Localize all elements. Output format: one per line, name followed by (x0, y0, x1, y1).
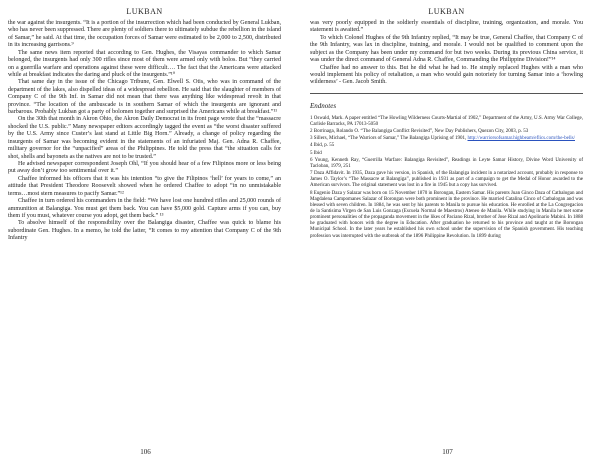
page-number: 106 (140, 448, 151, 456)
endnote-link[interactable]: http://warriorsofsamar.highbeam/eflics.com/the-bells/ (467, 136, 575, 142)
paragraph: He advised newspaper correspondent Joseph Ohl, “If you should hear of a few Filipinos more or less being put away don’t grow too sentimental over it.” (8, 161, 281, 175)
endnote-text: 3 Sillers, Michael, “The Warriors of Samar,” The Balangiga Uprising of 1901, (310, 136, 467, 142)
running-header: LUKBAN (428, 7, 465, 16)
endnote: 6 Young, Kenneth Ray, “Guerrilla Warfare: Balangiga Revisited”, Readings in Leyte Samar History, Divine Word University of Tacloban, 1979, 251 (310, 157, 583, 169)
endnotes-divider (310, 93, 583, 94)
paragraph: On the 30th that month in Akron Ohio, the Akron Daily Democrat in its front page wrote that the “massacre shocked the U.S. public.” Many newspaper editors accordingly tagged the event as “the worst disaster suffered by the U.S. Army since Custer’s last stand at Little Big Horn.” Already, a change of policy regarding the insurgents of Samar was becoming evident in the statements of an infuriated Maj. Gen. Adna R. Chaffee, military governor for the “unpacified” areas of the Philippines. He told the press that “the situation calls for shot, shells and bayonets as the natives are not to be trusted.” (8, 116, 281, 160)
endnotes-heading: Endnotes (310, 101, 337, 110)
running-header: LUKBAN (126, 7, 163, 16)
endnote: 1 Oswald, Mark. A paper entitled “The Howling Wilderness Courts-Martial of 1902,” Department of the Army, U.S. Army War College, Carlisle Barracks, PA 17013-5050 (310, 115, 583, 127)
paragraph: Chaffee had no answer to this. But he did what he had to. He simply replaced Hughes with a man who would implement his policy of retaliation, a man who would gain notoriety for turning Samar into a ‘howling wilderness’ - Gen. Jacob Smith. (310, 64, 583, 86)
left-page (4, 0, 287, 463)
paragraph: the war against the insurgents. “It is a portion of the insurrection which had been conducted by General Lukban, who has never been suppressed. There are plenty of soldiers there to ultimately subdue the rebellion in the island of Samar,” he said. At that time, the occupation forces of Samar were estimated to be 2,000 to 2,500, distributed in its increasing garrisons.⁹ (8, 20, 281, 49)
paragraph: Chaffee informed his officers that it was his intention “to give the Filipinos ‘hell’ for years to come,” an attitude that President Theodore Roosevelt showed when he ordered Chaffee to adopt “in no unmistakable terms…most stern measures to pacify Samar.”¹² (8, 175, 281, 197)
endnote: 2 Borrinaga, Rolando O. “The Balangiga Conflict Revisited”, New Day Publishers, Quezon City, 2003, p. 53 (310, 129, 529, 135)
endnote: 4 Ibid, p. 55 (310, 143, 335, 149)
paragraph: was very poorly equipped in the soldierly essentials of discipline, training, organization, and morale. You statement is awaited.” (310, 20, 583, 34)
page-number: 107 (442, 448, 453, 456)
right-page (306, 0, 589, 463)
endnote (310, 136, 583, 142)
endnote: 7 Daza Affidavit. In 1935, Daza gave his version, in Spanish, of the Balangiga incident in a notarized account, probably in response to James O. Taylor’s “The Massacre at Balangiga”, published in 1931 as part of a campaign to get the Medal of Honor awarded to the American survivors. The original statement was lost in a fire in 1945 but a copy has survived. (310, 171, 583, 189)
paragraph: To which Colonel Hughes of the 9th Infantry replied, “It may be true, General Chaffee, that Company C of the 9th Infantry, was lax in discipline, training, and morale. I would not be qualified to comment upon the subject as the Company has been under my command for but two weeks. During its previous China service, it was under the direct command of General Adna R. Chaffee, Commanding the Philippine Division!”¹⁴ (310, 34, 583, 64)
paragraph: Chaffee in turn ordered his commanders in the field: “We have lost one hundred rifles and 25,000 rounds of ammunition at Balangiga. You must get them back. You can have $5,000 gold. Capture arms if you can, buy them if you must, whatever course you adopt, get them back.” ¹³ (8, 198, 281, 219)
paragraph: That same day in the issue of the Chicago Tribune, Gen. Elwell S. Otis, who was in command of the department of the lakes, also dispelled ideas of a widespread rebellion. He said that the slaughter of members of Company C of the 9th Inf. in Samar did not mean that there was anything like widespread revolt in that province. “The location of the ambuscade is in southern Samar of which the insurgents are ignorant and barbarous. Probably Lukban got a party of bolomen together and surprised the Americans while at breakfast.”¹¹ (8, 79, 281, 116)
endnote: 5 Ibid (310, 150, 322, 156)
paragraph: The same news item reported that according to Gen. Hughes, the Visayas commander to which Samar belonged, the insurgents had only 300 rifles since most of them were armed only with bolos. But “they carried on a guerrilla warfare and operations against these were difficult…. The fact that the Americans were attacked while at breakfast indicates the daring and pluck of the insurgents.”¹⁰ (8, 49, 281, 78)
endnote: 8 Eugenio Daza y Salazar was born on 15 November 1870 in Borongan, Eastern Samar. His parents Juan Ginco Daza of Catbalogan and Magdalena Campomanes Salazar of Borongan were both prominent in the province. He married Catalina Cinco of Catbalogan and was blessed with seven children. In 1884, he was sent by his parents to Manila to pursue his education. He enrolled at the La Congregacion de la Santisima Virgen de San Luis Gonzaga (Escuela Normal de Maestros) Ateneo de Manila. While studying in Manila he met some prominent personalities of the propaganda movement in the likes of Paciano Rizal, brother of Jose Rizal and Apolinario Mabini. In 1888 he graduated with honors with the degree in Education. After graduation he returned to his province and taught at the Borongan Municipal School. In the later years he established his own school under the supervision of the Spanish government. His teaching profession was interrupted with the outbreak of the 1896 Philippine Revolution. In 1899 during (310, 190, 583, 239)
paragraph: To absolve himself of the responsibility over the Balangiga disaster, Chaffee was quick to blame his subordinate Gen. Hughes. In a memo, he told the latter, “It comes to my attention that Company C of the 9th Infantry (8, 220, 281, 242)
